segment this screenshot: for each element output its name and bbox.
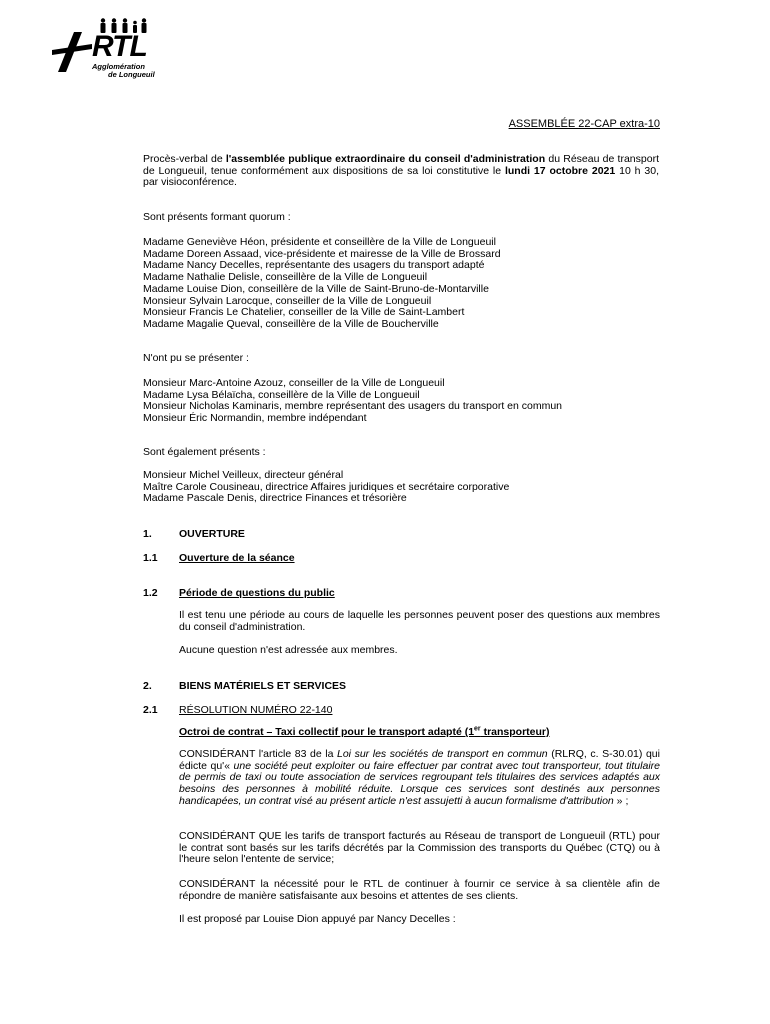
- section-title: BIENS MATÉRIELS ET SERVICES: [179, 680, 347, 692]
- s1-2-paragraph-2: [179, 645, 660, 657]
- subsection-number: 1.1: [143, 552, 158, 564]
- subsection-number: 1.2: [143, 587, 158, 599]
- cons1-text-a: CONSIDÉRANT l'article 83 de la: [179, 748, 337, 760]
- subsection-number: 2.1: [143, 704, 158, 716]
- cons1-law-name: Loi sur les sociétés de transport en commun: [337, 748, 548, 760]
- considerant-3: [179, 879, 660, 902]
- proposed-by: [179, 914, 660, 926]
- section-2-1-heading: [143, 704, 332, 716]
- list-item: Madame Geneviève Héon, présidente et conseillère de la Ville de Longueuil: [143, 236, 496, 248]
- list-item: Madame Nancy Decelles, représentante des usagers du transport adapté: [143, 259, 485, 272]
- section-title: OUVERTURE: [179, 528, 245, 540]
- also-list: [143, 470, 683, 505]
- section-1-2-heading: [143, 587, 335, 599]
- intro-text-3: 10 h 30, par visioconférence.: [143, 164, 659, 189]
- section-number: 1.: [143, 528, 152, 540]
- absent-heading: N'ont pu se présenter :: [143, 352, 249, 364]
- section-2-heading: [143, 680, 346, 692]
- cons1-text-b: (RLRQ, c. S-30.01) qui édicte qu'«: [179, 748, 660, 772]
- list-item: Madame Doreen Assaad, vice-présidente et mairesse de la Ville de Brossard: [143, 247, 501, 260]
- list-item: Madame Pascale Denis, directrice Finances et trésorière: [143, 492, 407, 505]
- paragraph-text: CONSIDÉRANT la nécessité pour le RTL de continuer à fournir ce service à sa clientèle afin de répondre de manière satisfaisante aux besoins et attentes de ses clients.: [179, 878, 660, 902]
- paragraph-text: Il est tenu une période au cours de laquelle les personnes peuvent poser des questions aux membres du conseil d'administration.: [179, 609, 660, 633]
- cons1-quote: une société peut exploiter ou faire effectuer par contrat avec tout transporteur, tout titulaire de permis de taxi ou toute association de services regroupant tels titulaires des services adaptés aux besoins des personnes à mobilité réduite. Lorsque ces services sont destinés aux personnes handicapées, un contrat visé au présent article n'est assujetti à aucun formalisme d'attribution: [179, 759, 660, 807]
- section-1-heading: [143, 528, 245, 540]
- list-item: Madame Nathalie Delisle, conseillère de la Ville de Longueuil: [143, 271, 428, 284]
- document-reference: ASSEMBLÉE 22-CAP extra-10: [508, 118, 660, 130]
- list-item: Monsieur Francis Le Chatelier, conseiller de la Ville de Saint-Lambert: [143, 306, 465, 319]
- list-item: Monsieur Sylvain Larocque, conseiller de la Ville de Longueuil: [143, 294, 432, 307]
- cons1-text-c: » ;: [613, 794, 629, 807]
- paragraph-text: CONSIDÉRANT QUE les tarifs de transport facturés au Réseau de transport de Longueuil (RTL) pour le contrat sont basés sur les tarifs décrétés par la Commission des transports du Québec (CTQ) ou à l'heure selon l'entente de service;: [179, 830, 660, 866]
- list-item: Madame Louise Dion, conseillère de la Ville de Saint-Bruno-de-Montarville: [143, 282, 489, 295]
- paragraph-text: Aucune question n'est adressée aux membres.: [179, 644, 398, 656]
- intro-bold-date: lundi 17 octobre 2021: [504, 164, 616, 177]
- intro-paragraph: [143, 154, 659, 189]
- slash-mark-icon: [52, 32, 96, 72]
- resolution-title-text: Octroi de contrat – Taxi collectif pour le transport adapté (1: [179, 726, 475, 738]
- resolution-title-end: transporteur): [480, 726, 550, 738]
- list-item: Madame Lysa Bélaïcha, conseillère de la Ville de Longueuil: [143, 388, 420, 401]
- resolution-title: [179, 727, 660, 739]
- paragraph-text: Il est proposé par Louise Dion appuyé par Nancy Decelles :: [179, 913, 456, 925]
- logo-brand: RTL: [92, 30, 147, 63]
- present-list: [143, 237, 683, 331]
- also-heading: Sont également présents :: [143, 446, 266, 458]
- list-item: Madame Magalie Queval, conseillère de la Ville de Boucherville: [143, 317, 439, 330]
- list-item: Maître Carole Cousineau, directrice Affaires juridiques et secrétaire corporative: [143, 480, 510, 493]
- absent-list: [143, 378, 683, 425]
- logo-line1: Agglomération: [92, 62, 145, 71]
- present-heading: Sont présents formant quorum :: [143, 211, 291, 223]
- list-item: Monsieur Éric Normandin, membre indépendant: [143, 412, 367, 425]
- rtl-logo: [52, 18, 172, 80]
- section-number: 2.: [143, 680, 152, 692]
- intro-text-2: du Réseau de transport de Longueuil, tenue conformément aux dispositions de sa loi constitutive le: [143, 153, 659, 177]
- intro-bold-1: l'assemblée publique extraordinaire du conseil d'administration: [225, 153, 546, 165]
- subsection-title: Période de questions du public: [179, 587, 335, 599]
- list-item: Monsieur Nicholas Kaminaris, membre représentant des usagers du transport en commun: [143, 400, 563, 413]
- s1-2-paragraph-1: [179, 610, 660, 633]
- subsection-title: Ouverture de la séance: [179, 552, 295, 564]
- resolution-number: RÉSOLUTION NUMÉRO 22-140: [179, 704, 333, 716]
- considerant-1: [179, 749, 660, 808]
- section-1-1-heading: [143, 552, 295, 564]
- intro-text-1: Procès-verbal de: [143, 153, 226, 165]
- resolution-title-sup: er: [474, 725, 481, 733]
- list-item: Monsieur Marc-Antoine Azouz, conseiller de la Ville de Longueuil: [143, 377, 445, 389]
- logo-line2: de Longueuil: [108, 70, 155, 79]
- list-item: Monsieur Michel Veilleux, directeur général: [143, 469, 344, 481]
- considerant-2: [179, 831, 660, 866]
